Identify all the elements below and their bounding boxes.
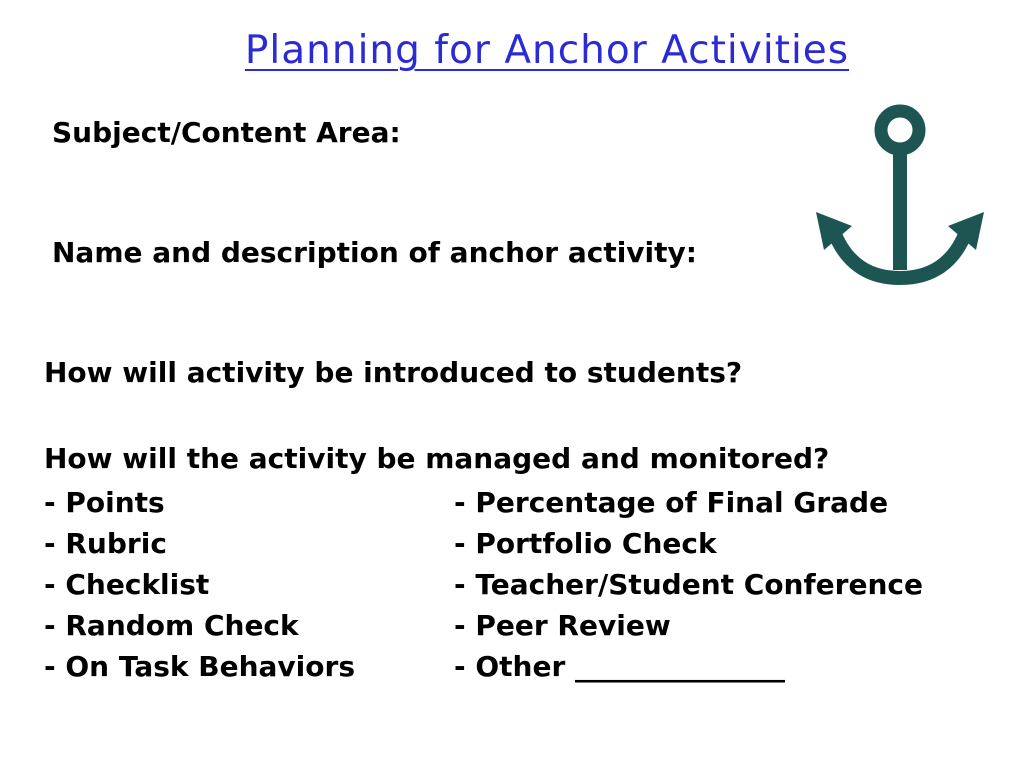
option-peer-review: - Peer Review [454,609,671,642]
option-portfolio-check: - Portfolio Check [454,527,717,560]
option-other: - Other _______________ [454,650,786,683]
option-teacher-student-conference: - Teacher/Student Conference [454,568,923,601]
management-question: How will the activity be managed and monitored? [44,442,830,475]
subject-content-area-label: Subject/Content Area: [52,116,401,149]
option-rubric: - Rubric [44,527,167,560]
option-checklist: - Checklist [44,568,210,601]
option-points: - Points [44,486,165,519]
anchor-icon [812,100,988,288]
anchor-activity-name-label: Name and description of anchor activity: [52,236,697,269]
slide-title: Planning for Anchor Activities [244,28,850,73]
monitoring-options-right-column [454,482,923,687]
option-random-check: - Random Check [44,609,299,642]
monitoring-options-left-column [44,482,355,687]
option-percentage-of-final-grade: - Percentage of Final Grade [454,486,889,519]
introduction-question: How will activity be introduced to students? [44,356,743,389]
option-on-task-behaviors: - On Task Behaviors [44,650,355,683]
